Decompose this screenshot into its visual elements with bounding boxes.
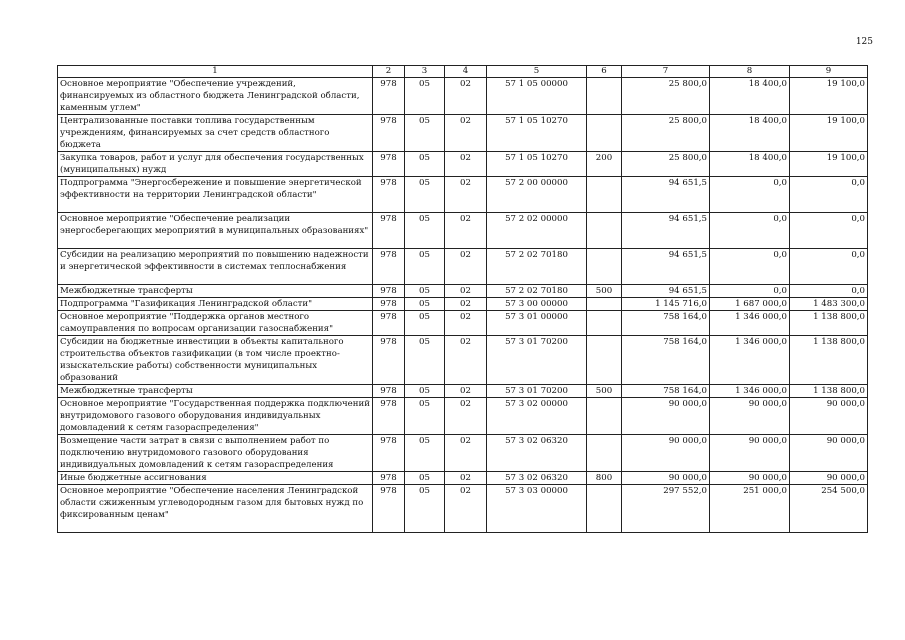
admin-code-cell: 978 <box>373 285 405 298</box>
amount-cell: 90 000,0 <box>790 435 868 472</box>
section-cell: 05 <box>405 385 445 398</box>
row-name-cell: Основное мероприятие "Обеспечение реализации энергосберегающих мероприятий в муниципальных образованиях" <box>58 213 373 249</box>
target-article-cell: 57 3 01 70200 <box>487 336 587 385</box>
amount-cell: 25 800,0 <box>622 115 710 152</box>
amount-cell: 18 400,0 <box>710 115 790 152</box>
section-cell: 05 <box>405 213 445 249</box>
amount-cell: 94 651,5 <box>622 213 710 249</box>
column-header: 2 <box>373 66 405 78</box>
table-row <box>58 398 868 435</box>
column-header: 4 <box>445 66 487 78</box>
admin-code-cell: 978 <box>373 311 405 336</box>
row-name-cell: Закупка товаров, работ и услуг для обеспечения государственных (муниципальных) нужд <box>58 152 373 177</box>
target-article-cell: 57 3 03 00000 <box>487 485 587 533</box>
table-row <box>58 249 868 285</box>
amount-cell: 90 000,0 <box>622 472 710 485</box>
table-row <box>58 152 868 177</box>
amount-cell: 297 552,0 <box>622 485 710 533</box>
column-header: 1 <box>58 66 373 78</box>
section-cell: 05 <box>405 311 445 336</box>
table-row <box>58 177 868 213</box>
subsection-cell: 02 <box>445 485 487 533</box>
table-row <box>58 311 868 336</box>
subsection-cell: 02 <box>445 213 487 249</box>
section-cell: 05 <box>405 285 445 298</box>
row-name-cell: Централизованные поставки топлива государственным учреждениям, финансируемых за счет средств областного бюджета <box>58 115 373 152</box>
target-article-cell: 57 3 02 00000 <box>487 398 587 435</box>
column-header: 8 <box>710 66 790 78</box>
subsection-cell: 02 <box>445 336 487 385</box>
amount-cell: 18 400,0 <box>710 152 790 177</box>
section-cell: 05 <box>405 115 445 152</box>
amount-cell: 19 100,0 <box>790 78 868 115</box>
subsection-cell: 02 <box>445 385 487 398</box>
expense-type-cell: 500 <box>587 285 622 298</box>
amount-cell: 1 483 300,0 <box>790 298 868 311</box>
expense-type-cell <box>587 311 622 336</box>
subsection-cell: 02 <box>445 298 487 311</box>
expense-type-cell: 200 <box>587 152 622 177</box>
table-row <box>58 285 868 298</box>
admin-code-cell: 978 <box>373 152 405 177</box>
admin-code-cell: 978 <box>373 78 405 115</box>
amount-cell: 19 100,0 <box>790 115 868 152</box>
amount-cell: 0,0 <box>710 213 790 249</box>
row-name-cell: Основное мероприятие "Обеспечение учреждений, финансируемых из областного бюджета Ленинградской области, каменным углем" <box>58 78 373 115</box>
row-name-cell: Межбюджетные трансферты <box>58 285 373 298</box>
table-row <box>58 472 868 485</box>
header-row <box>58 66 868 78</box>
target-article-cell: 57 3 01 70200 <box>487 385 587 398</box>
amount-cell: 90 000,0 <box>790 398 868 435</box>
target-article-cell: 57 2 02 70180 <box>487 285 587 298</box>
target-article-cell: 57 1 05 10270 <box>487 152 587 177</box>
column-header: 7 <box>622 66 710 78</box>
section-cell: 05 <box>405 435 445 472</box>
amount-cell: 1 145 716,0 <box>622 298 710 311</box>
subsection-cell: 02 <box>445 78 487 115</box>
amount-cell: 758 164,0 <box>622 311 710 336</box>
table-row <box>58 78 868 115</box>
subsection-cell: 02 <box>445 398 487 435</box>
target-article-cell: 57 1 05 10270 <box>487 115 587 152</box>
amount-cell: 0,0 <box>790 177 868 213</box>
column-header: 6 <box>587 66 622 78</box>
subsection-cell: 02 <box>445 152 487 177</box>
budget-table <box>57 65 868 533</box>
amount-cell: 1 138 800,0 <box>790 311 868 336</box>
table-row <box>58 435 868 472</box>
section-cell: 05 <box>405 177 445 213</box>
amount-cell: 18 400,0 <box>710 78 790 115</box>
expense-type-cell <box>587 398 622 435</box>
admin-code-cell: 978 <box>373 115 405 152</box>
amount-cell: 90 000,0 <box>790 472 868 485</box>
column-header: 3 <box>405 66 445 78</box>
row-name-cell: Основное мероприятие "Обеспечение населения Ленинградской области сжиженным углеводородным газом для бытовых нужд по фиксированным ценам" <box>58 485 373 533</box>
column-header: 5 <box>487 66 587 78</box>
row-name-cell: Субсидии на бюджетные инвестиции в объекты капитального строительства объектов газификации (в том числе проектно-изыскательские работы) собственности муниципальных образований <box>58 336 373 385</box>
section-cell: 05 <box>405 78 445 115</box>
amount-cell: 94 651,5 <box>622 177 710 213</box>
amount-cell: 758 164,0 <box>622 385 710 398</box>
target-article-cell: 57 2 02 00000 <box>487 213 587 249</box>
target-article-cell: 57 3 02 06320 <box>487 472 587 485</box>
table-row <box>58 213 868 249</box>
subsection-cell: 02 <box>445 435 487 472</box>
amount-cell: 19 100,0 <box>790 152 868 177</box>
admin-code-cell: 978 <box>373 472 405 485</box>
column-header: 9 <box>790 66 868 78</box>
amount-cell: 25 800,0 <box>622 152 710 177</box>
table-row <box>58 485 868 533</box>
amount-cell: 1 346 000,0 <box>710 336 790 385</box>
subsection-cell: 02 <box>445 472 487 485</box>
row-name-cell: Подпрограмма "Газификация Ленинградской области" <box>58 298 373 311</box>
target-article-cell: 57 2 02 70180 <box>487 249 587 285</box>
row-name-cell: Иные бюджетные ассигнования <box>58 472 373 485</box>
section-cell: 05 <box>405 398 445 435</box>
amount-cell: 0,0 <box>790 249 868 285</box>
amount-cell: 758 164,0 <box>622 336 710 385</box>
row-name-cell: Субсидии на реализацию мероприятий по повышению надежности и энергетической эффективности в системах теплоснабжения <box>58 249 373 285</box>
amount-cell: 1 346 000,0 <box>710 385 790 398</box>
expense-type-cell <box>587 336 622 385</box>
amount-cell: 254 500,0 <box>790 485 868 533</box>
table-row <box>58 298 868 311</box>
section-cell: 05 <box>405 249 445 285</box>
subsection-cell: 02 <box>445 285 487 298</box>
amount-cell: 251 000,0 <box>710 485 790 533</box>
page-number: 125 <box>855 37 873 47</box>
row-name-cell: Основное мероприятие "Государственная поддержка подключений внутридомового газового оборудования индивидуальных домовладений к сетям газораспределения" <box>58 398 373 435</box>
expense-type-cell <box>587 485 622 533</box>
amount-cell: 90 000,0 <box>710 435 790 472</box>
row-name-cell: Подпрограмма "Энергосбережение и повышение энергетической эффективности на территории Ленинградской области" <box>58 177 373 213</box>
subsection-cell: 02 <box>445 249 487 285</box>
target-article-cell: 57 3 02 06320 <box>487 435 587 472</box>
section-cell: 05 <box>405 152 445 177</box>
amount-cell: 94 651,5 <box>622 249 710 285</box>
section-cell: 05 <box>405 336 445 385</box>
expense-type-cell <box>587 213 622 249</box>
admin-code-cell: 978 <box>373 485 405 533</box>
subsection-cell: 02 <box>445 177 487 213</box>
amount-cell: 1 138 800,0 <box>790 385 868 398</box>
expense-type-cell <box>587 435 622 472</box>
section-cell: 05 <box>405 485 445 533</box>
amount-cell: 0,0 <box>710 177 790 213</box>
row-name-cell: Возмещение части затрат в связи с выполнением работ по подключению внутридомового газового оборудования индивидуальных домовладений к сетям газораспределения <box>58 435 373 472</box>
amount-cell: 90 000,0 <box>622 398 710 435</box>
expense-type-cell: 800 <box>587 472 622 485</box>
target-article-cell: 57 2 00 00000 <box>487 177 587 213</box>
admin-code-cell: 978 <box>373 435 405 472</box>
amount-cell: 25 800,0 <box>622 78 710 115</box>
subsection-cell: 02 <box>445 115 487 152</box>
amount-cell: 94 651,5 <box>622 285 710 298</box>
amount-cell: 90 000,0 <box>710 472 790 485</box>
amount-cell: 0,0 <box>790 213 868 249</box>
target-article-cell: 57 1 05 00000 <box>487 78 587 115</box>
row-name-cell: Межбюджетные трансферты <box>58 385 373 398</box>
admin-code-cell: 978 <box>373 336 405 385</box>
expense-type-cell <box>587 115 622 152</box>
amount-cell: 90 000,0 <box>710 398 790 435</box>
table-row <box>58 336 868 385</box>
table-row <box>58 115 868 152</box>
amount-cell: 1 687 000,0 <box>710 298 790 311</box>
admin-code-cell: 978 <box>373 249 405 285</box>
row-name-cell: Основное мероприятие "Поддержка органов местного самоуправления по вопросам организации газоснабжения" <box>58 311 373 336</box>
target-article-cell: 57 3 01 00000 <box>487 311 587 336</box>
target-article-cell: 57 3 00 00000 <box>487 298 587 311</box>
amount-cell: 90 000,0 <box>622 435 710 472</box>
admin-code-cell: 978 <box>373 385 405 398</box>
expense-type-cell <box>587 78 622 115</box>
amount-cell: 1 346 000,0 <box>710 311 790 336</box>
amount-cell: 0,0 <box>790 285 868 298</box>
section-cell: 05 <box>405 298 445 311</box>
expense-type-cell <box>587 249 622 285</box>
admin-code-cell: 978 <box>373 213 405 249</box>
admin-code-cell: 978 <box>373 177 405 213</box>
subsection-cell: 02 <box>445 311 487 336</box>
amount-cell: 1 138 800,0 <box>790 336 868 385</box>
amount-cell: 0,0 <box>710 249 790 285</box>
table-row <box>58 385 868 398</box>
amount-cell: 0,0 <box>710 285 790 298</box>
expense-type-cell <box>587 177 622 213</box>
section-cell: 05 <box>405 472 445 485</box>
expense-type-cell <box>587 298 622 311</box>
admin-code-cell: 978 <box>373 398 405 435</box>
admin-code-cell: 978 <box>373 298 405 311</box>
expense-type-cell: 500 <box>587 385 622 398</box>
